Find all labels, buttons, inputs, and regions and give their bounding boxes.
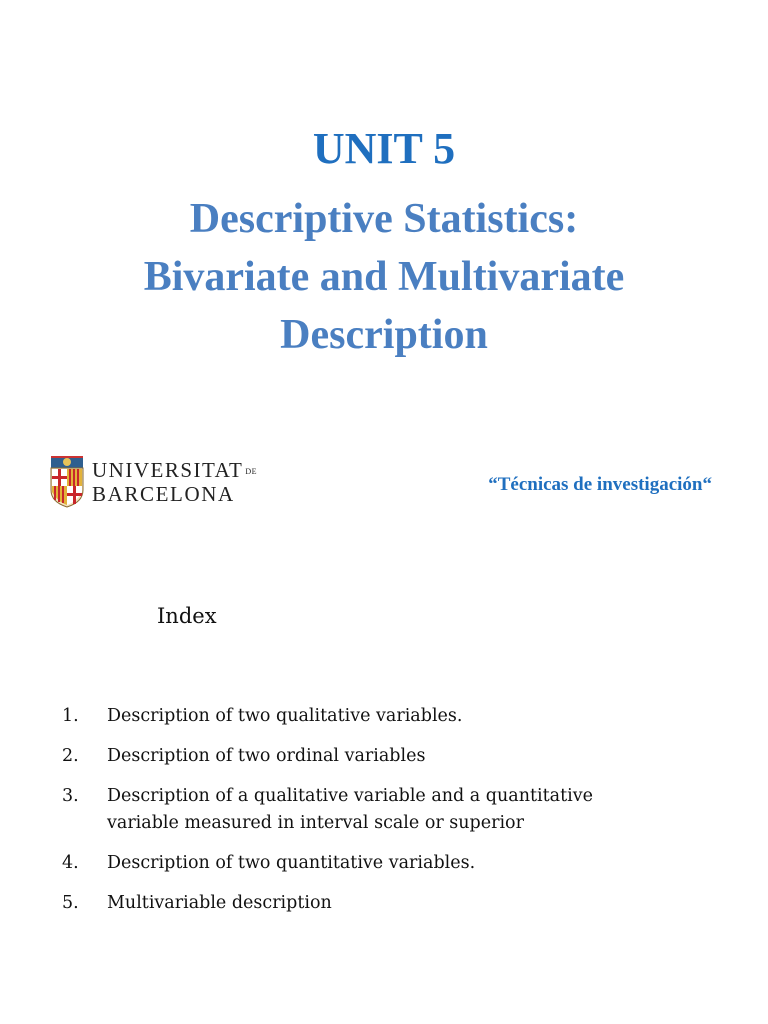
index-item-2 xyxy=(62,743,702,770)
index-item-text: Multivariable description xyxy=(107,893,332,913)
index-heading: Index xyxy=(157,604,217,628)
index-item-number: 3. xyxy=(62,786,79,806)
course-name: “Técnicas de investigación“ xyxy=(488,474,712,495)
unit-title: UNIT 5 xyxy=(312,124,456,173)
title-line-1: Descriptive Statistics: xyxy=(189,196,579,242)
logo-barcelona: BARCELONA xyxy=(92,482,235,506)
index-item-5 xyxy=(62,890,702,917)
title-line-2: Bivariate and Multivariate xyxy=(143,254,625,300)
index-item-text: Description of a qualitative variable and a quantitative variable measured in interval scale or superior xyxy=(107,786,593,833)
index-item-number: 2. xyxy=(62,746,79,766)
index-item-number: 1. xyxy=(62,706,79,726)
index-item-4 xyxy=(62,850,702,877)
logo-de: DE xyxy=(245,467,257,476)
index-item-text: Description of two qualitative variables. xyxy=(107,706,463,726)
document-title xyxy=(60,190,708,364)
logo-universitat: UNIVERSITAT xyxy=(92,458,244,482)
university-logo xyxy=(50,456,257,510)
index-item-number: 5. xyxy=(62,893,79,913)
index-item-number: 4. xyxy=(62,853,79,873)
index-item-text: Description of two ordinal variables xyxy=(107,746,426,766)
university-shield-icon xyxy=(50,456,84,508)
index-list xyxy=(62,703,702,930)
logo-wordmark-top xyxy=(92,459,257,483)
index-item-1 xyxy=(62,703,702,730)
index-item-3 xyxy=(62,783,702,837)
index-item-text: Description of two quantitative variables. xyxy=(107,853,476,873)
title-line-3: Description xyxy=(280,312,488,358)
